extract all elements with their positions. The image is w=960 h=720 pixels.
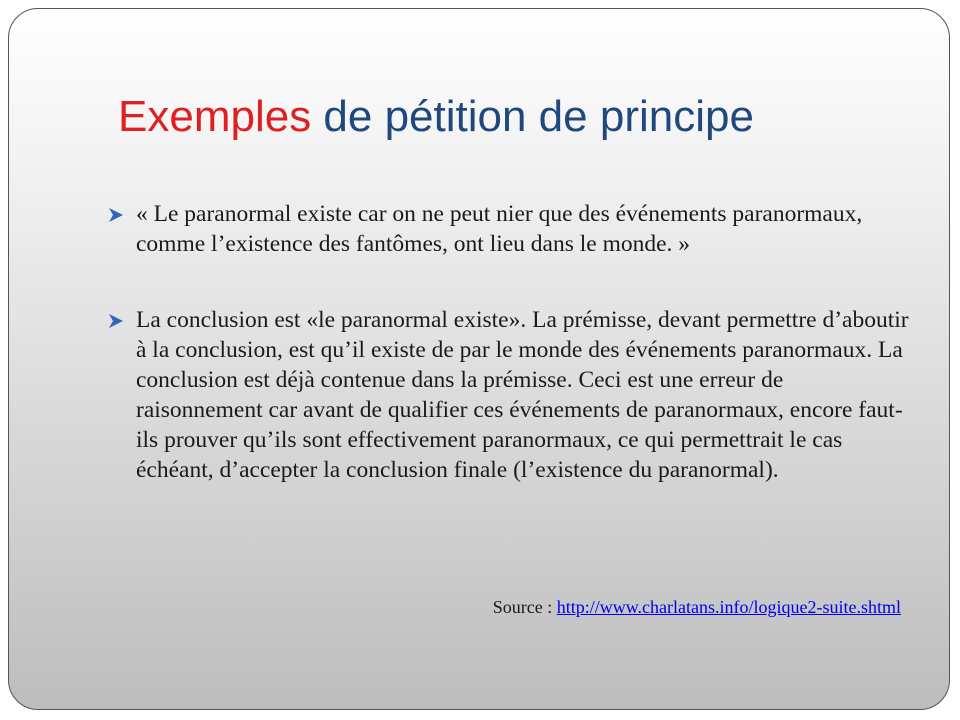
bullet-text: La conclusion est «le paranormal existe». La prémisse, devant permettre d’aboutir à la conclusion, est qu’il existe de par le monde des événements paranormaux. La conclusion est déjà contenue dans la prémisse. Ceci est une erreur de raisonnement car avant de qualifier ces événements de paranormaux, encore faut-ils prouver qu’ils sont effectivement paranormaux, ce qui permettrait le cas échéant, d’accepter la conclusion finale (l’existence du paranormal). <box>136 307 909 483</box>
bullet-text: « Le paranormal existe car on ne peut nier que des événements paranormaux, comme l’existence des fantômes, ont lieu dans le monde. » <box>136 201 863 257</box>
title-accent: Exemples <box>118 92 312 141</box>
source-line <box>493 595 901 619</box>
source-link[interactable]: http://www.charlatans.info/logique2-suite.shtml <box>556 597 901 617</box>
slide <box>8 8 950 710</box>
source-label: Source : <box>492 597 557 617</box>
bullet-item <box>109 305 909 485</box>
arrowhead-bullet-icon <box>109 314 123 328</box>
bullet-item <box>109 199 909 259</box>
bullet-list <box>109 199 909 485</box>
title-rest: de pétition de principe <box>311 92 754 141</box>
arrowhead-bullet-icon <box>109 208 123 222</box>
slide-title <box>118 91 754 143</box>
